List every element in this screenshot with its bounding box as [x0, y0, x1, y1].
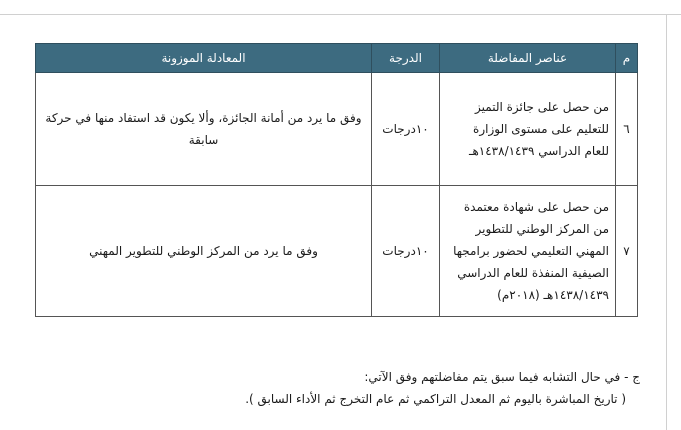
row-degree: ١٠درجات: [372, 186, 440, 317]
page-divider: [0, 14, 681, 15]
row-criteria: من حصل على جائزة التميز للتعليم على مستوى الوزارة للعام الدراسي ١٤٣٨/١٤٣٩هـ: [440, 73, 616, 186]
table-header-row: [36, 44, 638, 73]
table-row: [36, 73, 638, 186]
row-equation: وفق ما يرد من المركز الوطني للتطوير المهني: [36, 186, 372, 317]
row-num: ٧: [616, 186, 638, 317]
header-degree: الدرجة: [372, 44, 440, 73]
row-num: ٦: [616, 73, 638, 186]
page-top-band: [0, 0, 681, 14]
tie-break-notes: [40, 366, 640, 410]
row-criteria: من حصل على شهادة معتمدة من المركز الوطني للتطوير المهني التعليمي لحضور برامجها الصيفية المنفذة للعام الدراسي ١٤٣٨/١٤٣٩هـ (٢٠١٨م): [440, 186, 616, 317]
note-line-1: ج - في حال التشابه فيما سبق يتم مفاضلتهم وفق الآتي:: [364, 370, 640, 384]
header-criteria: عناصر المفاضلة: [440, 44, 616, 73]
table-row: [36, 186, 638, 317]
row-equation: وفق ما يرد من أمانة الجائزة، وألا يكون قد استفاد منها في حركة سابقة: [36, 73, 372, 186]
header-num: م: [616, 44, 638, 73]
criteria-table: [35, 43, 638, 317]
page-right-border: [666, 14, 667, 430]
header-equation: المعادلة الموزونة: [36, 44, 372, 73]
note-line-2: ( تاريخ المباشرة باليوم ثم المعدل التراكمي ثم عام التخرج ثم الأداء السابق ).: [245, 392, 626, 406]
row-degree: ١٠درجات: [372, 73, 440, 186]
